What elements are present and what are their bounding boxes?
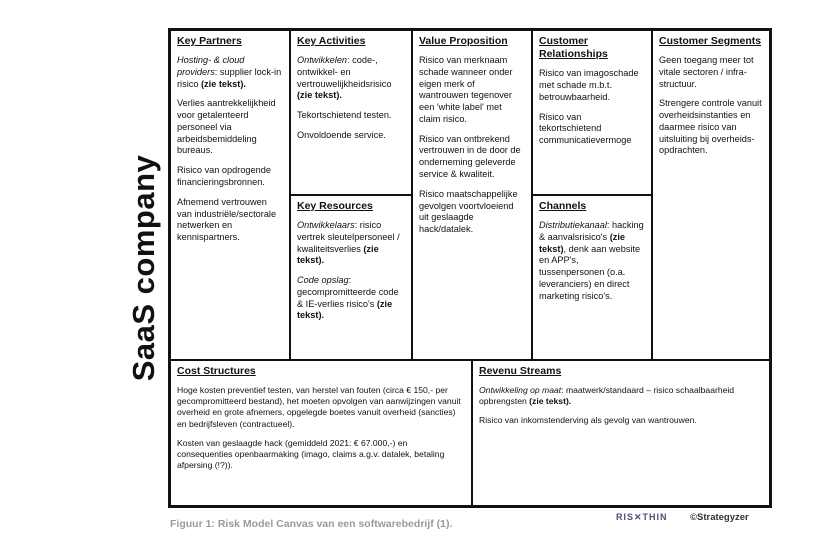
key-resources-title: Key Resources xyxy=(297,200,373,212)
revenue-streams-title: Revenu Streams xyxy=(479,365,562,377)
cost-structures-p1: Hoge kosten preventief testen, van herstel van fouten (circa € 150,- per gecompromitteerd bestand), het moeten opvolgen van aanwijzingen vanuit overheid en grote afnemers, opgelegde boetes vanuit overheid (sancties) en bedrijfsleven (contractueel). xyxy=(177,385,461,429)
customer-relationships-p1: Risico van imagoschade met schade m.b.t. betrouwbaarheid. xyxy=(539,68,639,102)
key-partners-p4: Afnemend vertrouwen van industriële/sectorale netwerken en kennispartners. xyxy=(177,196,277,243)
customer-segments-p1: Geen toegang meer tot vitale sectoren / infra-structuur. xyxy=(659,55,754,89)
risk-think-logo: RIS✕THIN xyxy=(616,512,668,522)
customer-segments-p2: Strengere controle vanuit overheidsinstanties en daarmee risico van uitsluiting bij overheids-opdrachten. xyxy=(659,98,762,156)
cost-structures-cell xyxy=(170,360,472,506)
customer-segments-cell xyxy=(652,30,770,360)
channels-cell xyxy=(532,195,652,360)
value-proposition-cell xyxy=(412,30,532,360)
channels-title: Channels xyxy=(539,200,587,212)
key-activities-p1: Ontwikkelen: code-, ontwikkel- en vertrouwelijkheidsrisico (zie tekst). xyxy=(297,55,392,101)
customer-relationships-cell xyxy=(532,30,652,195)
key-partners-cell xyxy=(170,30,290,360)
key-partners-title: Key Partners xyxy=(177,35,242,47)
channels-p1: Distributiekanaal: hacking & aanvalsrisico's (zie tekst), denk aan website en APP's, tussenpersonen (o.a. leveranciers) en direct marketing risico's. xyxy=(539,220,644,301)
side-title: SaaS company xyxy=(126,154,161,382)
key-activities-p3: Onvoldoende service. xyxy=(297,129,386,140)
figure-caption: Figuur 1: Risk Model Canvas van een softwarebedrijf (1). xyxy=(170,518,453,530)
key-resources-p1: Ontwikkelaars: risico vertrek sleutelpersoneel / kwaliteitsverlies (zie tekst). xyxy=(297,220,400,266)
cost-structures-title: Cost Structures xyxy=(177,365,256,377)
value-proposition-title: Value Proposition xyxy=(419,35,508,47)
value-proposition-p1: Risico van merknaam schade wanneer onder eigen merk of wantrouwen tegenover een 'white label' met claim risico. xyxy=(419,55,513,124)
key-activities-title: Key Activities xyxy=(297,35,366,47)
value-proposition-p3: Risico maatschappelijke gevolgen voortvloeiend uit geslaagde hack/datalek. xyxy=(419,188,518,235)
value-proposition-p2: Risico van ontbrekend vertrouwen in de door de onderneming geleverde service & kwaliteit. xyxy=(419,133,521,180)
revenue-streams-cell xyxy=(472,360,770,506)
revenue-streams-p1: Ontwikkeling op maat: maatwerk/standaard – risico schaalbaarheid opbrengsten (zie tekst). xyxy=(479,385,735,407)
key-partners-p2: Verlies aantrekkelijkheid voor getalenteerd personeel via arbeidsbemiddeling bureaus. xyxy=(177,98,276,156)
customer-relationships-p2: Risico van tekortschietend communicatievermoge xyxy=(539,111,632,146)
cost-structures-p2: Kosten van geslaagde hack (gemiddeld 2021: € 67.000,-) en consequenties openbaarmaking (imago, claims a.g.v. datalek, betaling afpersing (!?)). xyxy=(177,437,445,471)
key-activities-p2: Tekortschietend testen. xyxy=(297,110,392,121)
customer-segments-title: Customer Segments xyxy=(659,35,762,47)
side-label-area xyxy=(118,28,170,508)
key-resources-cell xyxy=(290,195,412,360)
risk-model-canvas xyxy=(168,28,772,508)
key-activities-cell xyxy=(290,30,412,195)
key-partners-p1: Hosting- & cloud providers: supplier lock-in risico (zie tekst). xyxy=(177,55,282,89)
strategyzer-logo: ©Strategyzer xyxy=(690,512,749,523)
revenue-streams-p2: Risico van inkomstenderving als gevolg van wantrouwen. xyxy=(479,415,697,426)
customer-relationships-title: Customer Relationships xyxy=(539,35,608,61)
key-partners-p3: Risico van opdrogende financieringsbronnen. xyxy=(177,165,271,188)
key-resources-p2: Code opslag: gecompromitteerde code & IE-verlies risico's (zie tekst). xyxy=(297,275,399,321)
